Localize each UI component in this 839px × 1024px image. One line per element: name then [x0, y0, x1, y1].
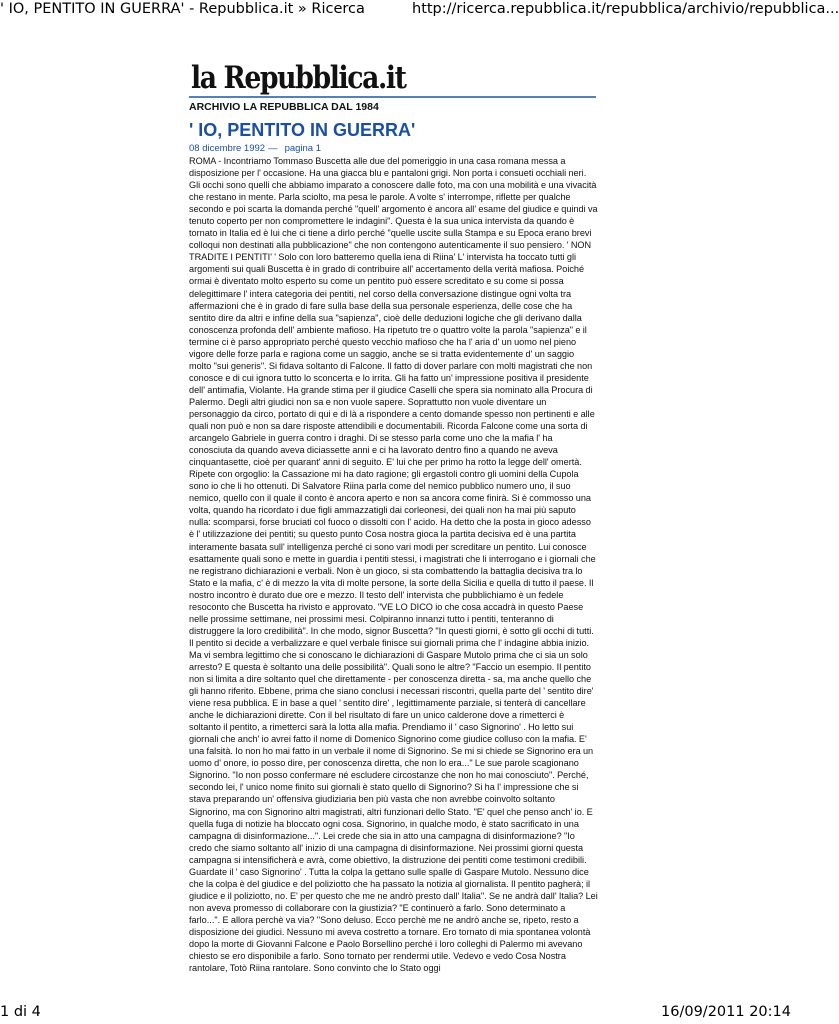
print-footer-page: 1 di 4	[0, 1004, 41, 1020]
logo-divider	[189, 96, 596, 98]
article-body: ROMA - Incontriamo Tommaso Buscetta alle due del pomeriggio in una casa romana messa a disposizione per l' occasione. Ha una giacca blu e pantaloni grigi. Non porta i consueti occhiali neri. Gli occhi sono quelli che abbiamo imparato a conoscere dalle foto, ma con una mobilità e una vivacità che restano in mente. Parla sciolto, ma pesa le parole. A volte s' interrompe, riflette per qualche secondo e poi scarta la domanda perché "quell' argomento è ancora all' esame del giudice e quindi va tenuto coperto per non compromettere le indagini". Questa è la sua unica intervista da quando è tornato in Italia ed è lui che ci tiene a dirlo perché "quelle uscite sulla Stampa e su Epoca erano brevi colloqui non destinati alla pubblicazione" che non contengono autenticamente il suo pensiero. ' NON TRADITE I PENTITI' ' Solo con loro batteremo quella iena di Riina' L' intervista ha toccato tutti gli argomenti sui quali Buscetta è in grado di contribuire all' accertamento della verità mafiosa. Poiché ormai è diventato molto esperto su come un pentito può essere screditato e su come si possa delegittimare l' intera categoria dei pentiti, nel corso della conversazione distingue ogni volta tra affermazioni che è in grado di fare sulla base della sua personale esperienza, delle cose che ha sentito dire da altri e infine della sua "sapienza", cioè delle deduzioni logiche che gli derivano dalla conoscenza profonda dell' ambiente mafioso. Ha ripetuto tre o quattro volte la parola "sapienza" e il termine ci è parso appropriato perché questo vecchio mafioso che ha l' aria d' un uomo nel pieno vigore delle forze parla e ragiona come un saggio, anche se si tratta evidentemente d' un saggio molto "sui generis". Si fidava soltanto di Falcone. Il fatto di dover parlare con molti magistrati che non conosce e di cui ignora tutto lo sconcerta e lo irrita. Gli ha fatto un' impressione positiva il presidente dell' antimafia, Violante. Ha grande stima per il giudice Caselli che spera sia nominato alla Procura di Palermo. Degli altri giudici non sa e non vuole sapere. Soprattutto non vuole diventare un personaggio da circo, portato di qui e di là a rispondere a cento domande spesso non pertinenti e alle quali non può e non sa dare risposte attendibili e documentabili. Ricorda Falcone come una sorta di arcangelo Gabriele in guerra contro i draghi. Di se stesso parla come uno che la mafia l' ha conosciuta da quando aveva diciassette anni e ci ha lavorato dentro fino a quando ne aveva cinquantasette, cioè per quarant' anni di seguito. E' lui che per primo ha rotto la legge dell' omertà. Ripete con orgoglio: la Cassazione mi ha dato ragione; gli ergastoli contro gli uomini della Cupola sono io che li ho ottenuti. Di Salvatore Riina parla come del nemico pubblico numero uno, il suo nemico, quello con il quale il conto è ancora aperto e non sa ancora come finirà. Si è commosso una volta, quando ha ricordato i due figli ammazzatigli dai corleonesi, dei quali non ha mai più saputo nulla: scomparsi, forse bruciati col fuoco o dissolti con l' acido. Ha detto che la posta in gioco adesso è l' utilizzazione dei pentiti; su questo punto Cosa nostra gioca la partita decisiva ed è una partita interamente basata sull' intelligenza perché ci sono vari modi per screditare un pentito. Lui conosce esattamente quali sono e mette in guardia i pentiti stessi, i magistrati che li interrogano e i giornali che ne registrano dichiarazioni e verbali. Non è un gioco, si sta combattendo la battaglia decisiva tra lo Stato e la mafia, c' è di mezzo la vita di molte persone, la sorte della Sicilia e quella di tutto il paese. Il nostro incontro è durato due ore e mezzo. Il testo dell' intervista che pubblichiamo è un fedele resoconto che Buscetta ha rivisto e approvato. "VE LO DICO io che cosa accadrà in questo Paese nelle prossime settimane, nei prossimi mesi. Colpiranno innanzi tutto i pentiti, tenteranno di distruggere la loro credibilità". In che modo, signor Buscetta? "In questi giorni, è sotto gli occhi di tutti. Il pentito si decide a verbalizzare e quel verbale finisce sui giornali prima che l' indagine abbia inizio. Ma vi sembra legittimo che si conoscano le dichiarazioni di Gaspare Mutolo prima che ci sia un solo arresto? E questa è soltanto una delle possibilità". Quali sono le altre? "Faccio un esempio. Il pentito non si limita a dire soltanto quel che direttamente - per conoscenza diretta - sa, ma anche quello che gli hanno riferito. Ebbene, prima che siano conclusi i necessari riscontri, quella parte del ' sentito dire' viene resa pubblica. E in base a quel ' sentito dire' , legittimamente parziale, si tenterà di cancellare anche le dichiarazioni dirette. Con il bel risultato di fare un unico calderone dove a rimetterci è soltanto il pentito, a rimetterci sarà la lotta alla mafia. Prendiamo il ' caso Signorino' . Ho letto sui giornali che anch' io avrei fatto il nome di Domenico Signorino come giudice colluso con la mafia. E' una falsità. Io non ho mai fatto in un verbale il nome di Signorino. Se mi si chiede se Signorino era un uomo d' onore, io posso dire, per conoscenza diretta, che non lo era..." Le sue parole scagionano Signorino. "Io non posso confermare né escludere circostanze che non ho mai conosciuto". Perché, secondo lei, l' unico nome finito sui giornali è stato quello di Signorino? Si ha l' impressione che si stava preparando un' offensiva giudiziaria ben più vasta che non avrebbe coinvolto soltanto Signorino, ma con Signorino altri magistrati, altri funzionari dello Stato. "E' quel che penso anch' io. E quella fuga di notizie ha bloccato ogni cosa. Signorino, in qualche modo, è stato sacrificato in una campagna di disinformazione...". Lei crede che sia in atto una campagna di disinformazione? "Io credo che siamo soltanto all' inizio di una campagna di disinformazione. Nei prossimi giorni questa campagna si intensificherà e avrà, come obiettivo, la distruzione dei pentiti come testimoni credibili. Guardate il ' caso Signorino' . Tutta la colpa la gettano sulle spalle di Gaspare Mutolo. Nessuno dice che la colpa è del giudice e del poliziotto che ha passato la notizia al giornalista. Il pentito pagherà; il giudice e il poliziotto, no. E' per questo che me ne andrò presto dall' Italia". Se ne andrà dall' Italia? Lei non aveva promesso di collaborare con la giustizia? "E continuerò a farlo. Sono determinato a farlo...". E allora perchè va via? "Sono deluso. Ecco perchè me ne andrò anche se, ripeto, resto a disposizione dei giudici. Nessuno mi aveva costretto a tornare. Ero tornato di mia spontanea volontà dopo la morte di Giovanni Falcone e Paolo Borsellino perché i loro colleghi di Palermo mi avevano chiesto se ero disponibile a farlo. Sono tornato per rendermi utile. Vedevo e vedo Cosa Nostra rantolare, Totò Riina rantolare. Sono convinto che lo Stato oggi	[189, 156, 598, 974]
print-footer-datetime: 16/09/2011 20:14	[661, 1004, 791, 1020]
article-dateline	[189, 143, 321, 155]
article-headline: ' IO, PENTITO IN GUERRA'	[189, 120, 416, 140]
article-date: 08 dicembre 1992	[189, 143, 266, 154]
dateline-separator: —	[268, 143, 278, 154]
print-header-title: ' IO, PENTITO IN GUERRA' - Repubblica.it » Ricerca	[0, 1, 365, 17]
site-logo[interactable]: la Repubblica.it	[191, 60, 406, 96]
archive-section-label: ARCHIVIO LA REPUBBLICA DAL 1984	[189, 101, 379, 113]
article-page: pagina 1	[284, 143, 322, 154]
print-header-url: http://ricerca.repubblica.it/repubblica/archivio/repubblica...	[412, 1, 839, 17]
